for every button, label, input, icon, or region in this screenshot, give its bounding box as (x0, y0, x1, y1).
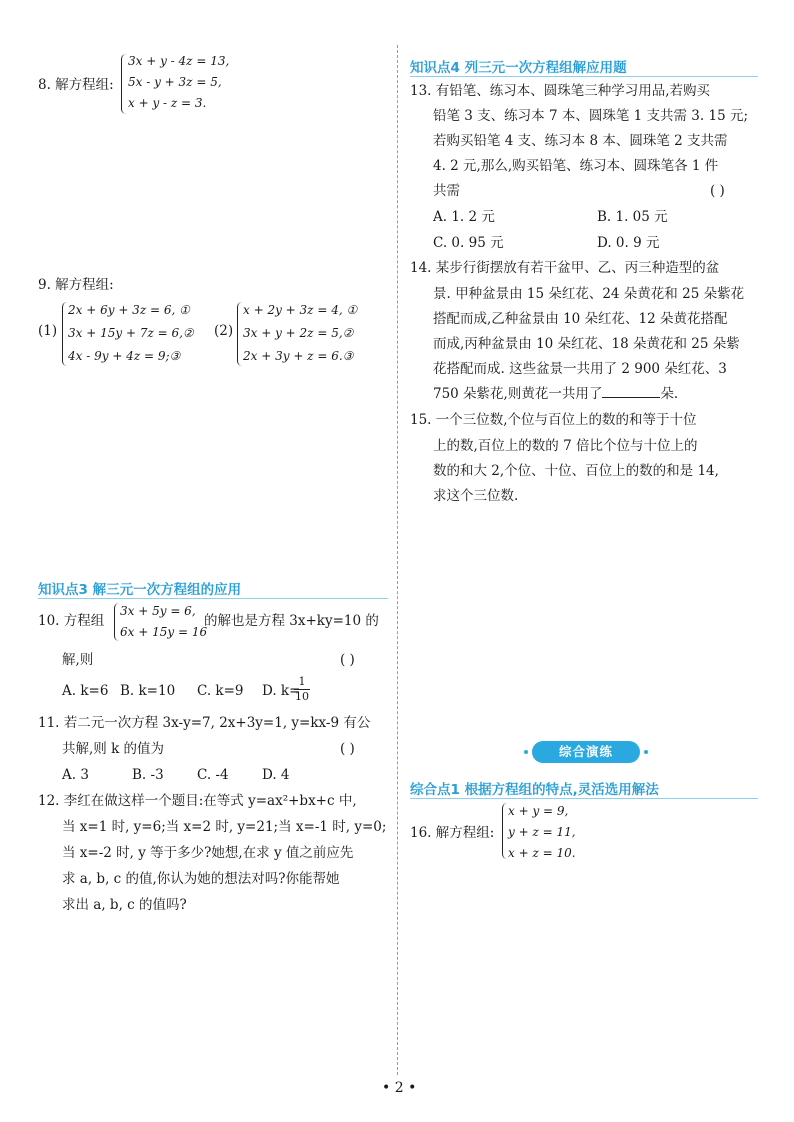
q16-eq-2: y + z = 11, (508, 825, 576, 839)
q11-line1: 11. 若二元一次方程 3x-y=7, 2x+3y=1, y=kx-9 有公 (38, 715, 371, 731)
q10-option-d-denominator: 10 (295, 690, 309, 703)
q14-line3: 搭配而成,乙种盆景由 10 朵红花、12 朵黄花搭配 (433, 311, 728, 327)
q13-line4: 4. 2 元,那么,购买铅笔、练习本、圆珠笔各 1 件 (433, 158, 719, 174)
q16-label: 16. 解方程组: (410, 825, 495, 841)
q14-line1: 14. 某步行街摆放有若干盆甲、乙、丙三种造型的盆 (410, 260, 720, 276)
q8-eq-3: x + y - z = 3. (128, 96, 207, 110)
q9-part1-eq-3: 4x - 9y + 4z = 9;③ (68, 349, 181, 363)
q9-part1-eq-2: 3x + 15y + 7z = 6,② (68, 326, 194, 340)
q8-eq-1: 3x + y - 4z = 13, (128, 54, 230, 68)
q10-suffix: 的解也是方程 3x+ky=10 的 (204, 613, 379, 629)
q13-answer-paren: ( ) (710, 183, 725, 199)
section-4-heading: 知识点4 列三元一次方程组解应用题 (410, 60, 627, 76)
q9-part2-tag: (2) (214, 323, 234, 339)
q9-part2-eq-3: 2x + 3y + z = 6.③ (243, 349, 354, 363)
q9-part2-eq-1: x + 2y + 3z = 4, ① (243, 303, 358, 317)
section-4-rule (410, 76, 758, 77)
q11-option-d: D. 4 (262, 767, 290, 783)
q16-brace (502, 803, 507, 859)
page-number: • 2 • (382, 1080, 417, 1096)
q8-brace (121, 54, 126, 114)
q15-line2: 上的数,百位上的数的 7 倍比个位与十位上的 (433, 438, 698, 454)
q13-option-d: D. 0. 9 元 (597, 235, 660, 251)
q14-line2: 景. 甲种盆景由 15 朵红花、24 朵黄花和 25 朵紫花 (433, 286, 745, 302)
q10-answer-paren: ( ) (340, 652, 355, 668)
q10-option-d-numerator: 1 (298, 675, 306, 688)
section-3-rule (38, 598, 388, 599)
q13-line3: 若购买铅笔 4 支、练习本 8 本、圆珠笔 2 支共需 (433, 133, 728, 149)
q10-option-b: B. k=10 (120, 683, 176, 699)
q9-part1-brace (62, 302, 67, 366)
q10-brace (114, 603, 119, 641)
comprehensive-point-1-heading: 综合点1 根据方程组的特点,灵活选用解法 (410, 782, 659, 798)
q12-line4: 求 a, b, c 的值,你认为她的想法对吗?你能帮她 (62, 871, 340, 887)
q9-part2-eq-2: 3x + y + 2z = 5,② (243, 326, 354, 340)
q12-line3: 当 x=-2 时, y 等于多少?她想,在求 y 值之前应先 (62, 845, 354, 861)
q9-part1-tag: (1) (38, 323, 58, 339)
q10-option-c: C. k=9 (197, 683, 244, 699)
q9-label: 9. 解方程组: (38, 277, 114, 293)
q11-option-c: C. -4 (197, 767, 229, 783)
q13-line2: 铅笔 3 支、练习本 7 本、圆珠笔 1 支共需 3. 15 元; (433, 108, 748, 124)
q10-prefix: 10. 方程组 (38, 613, 105, 629)
q8-label: 8. 解方程组: (38, 77, 114, 93)
q10-option-a: A. k=6 (62, 683, 109, 699)
q14-answer-blank[interactable] (602, 385, 660, 398)
q11-line2: 共解,则 k 的值为 (62, 741, 165, 757)
q11-answer-paren: ( ) (340, 741, 355, 757)
q15-line3: 数的和大 2,个位、十位、百位上的数的和是 14, (433, 463, 719, 479)
q12-line5: 求出 a, b, c 的值吗? (62, 897, 187, 913)
q13-line5: 共需 (433, 183, 460, 199)
q11-option-b: B. -3 (132, 767, 164, 783)
q14-tail: 朵. (660, 386, 679, 402)
q12-line2: 当 x=1 时, y=6;当 x=2 时, y=21;当 x=-1 时, y=0; (62, 819, 387, 835)
q13-option-b: B. 1. 05 元 (597, 209, 668, 225)
q16-eq-3: x + z = 10. (508, 846, 576, 860)
q14-line6-text: 750 朵紫花,则黄花一共用了 (433, 386, 603, 402)
q13-line1: 13. 有铅笔、练习本、圆珠笔三种学习用品,若购买 (410, 83, 711, 99)
q16-eq-1: x + y = 9, (508, 804, 569, 818)
q14-line4: 而成,丙种盆景由 10 朵红花、18 朵黄花和 25 朵紫 (433, 336, 740, 352)
q13-option-c: C. 0. 95 元 (433, 235, 504, 251)
q14-line6 (433, 385, 678, 403)
comprehensive-practice-banner: 综合演练 (532, 741, 640, 763)
q13-option-a: A. 1. 2 元 (433, 209, 495, 225)
q15-line4: 求这个三位数. (433, 488, 519, 504)
q9-part1-eq-1: 2x + 6y + 3z = 6, ① (68, 303, 190, 317)
q11-option-a: A. 3 (62, 767, 89, 783)
q10-line2: 解,则 (62, 652, 94, 668)
q9-part2-brace (237, 302, 242, 366)
q12-line1: 12. 李红在做这样一个题目:在等式 y=ax²+bx+c 中, (38, 793, 357, 809)
section-3-heading: 知识点3 解三元一次方程组的应用 (38, 582, 242, 598)
comprehensive-point-1-rule (410, 798, 758, 799)
q8-eq-2: 5x - y + 3z = 5, (128, 75, 222, 89)
q15-line1: 15. 一个三位数,个位与百位上的数的和等于十位 (410, 412, 697, 428)
q10-eq-1: 3x + 5y = 6, (120, 604, 196, 618)
column-divider (397, 45, 398, 1075)
q10-option-d: D. k= (262, 683, 301, 699)
q14-line5: 花搭配而成. 这些盆景一共用了 2 900 朵红花、3 (433, 361, 727, 377)
q10-eq-2: 6x + 15y = 16 (120, 625, 208, 639)
